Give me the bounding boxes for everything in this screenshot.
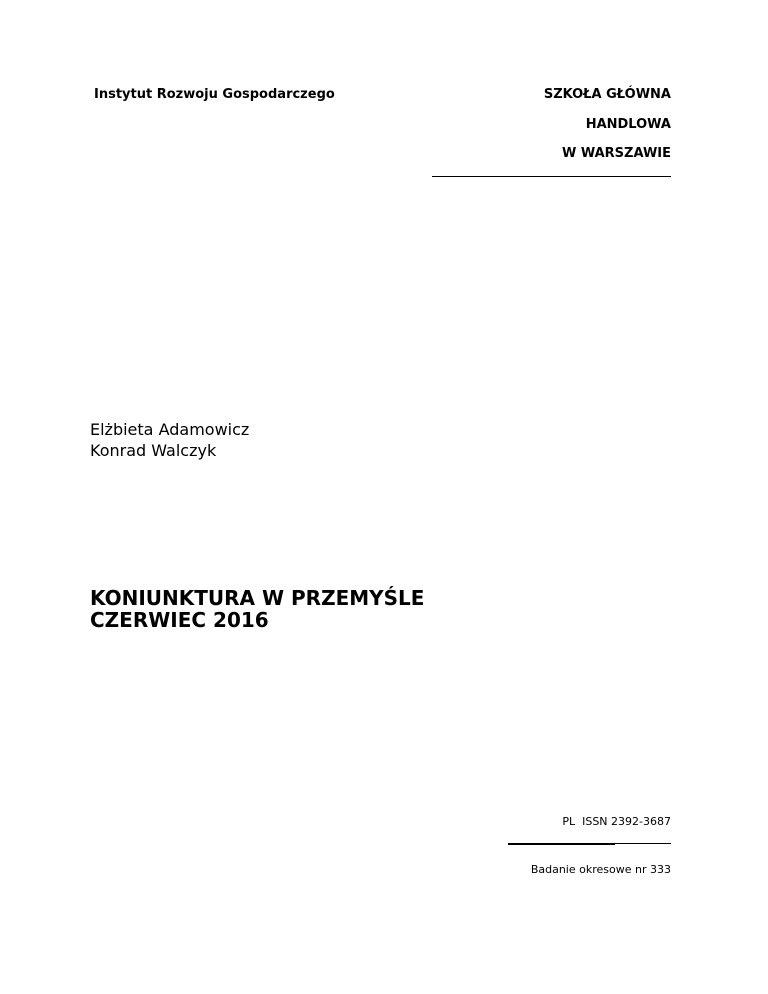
school-name-line-3: W WARSZAWIE	[561, 146, 671, 161]
school-divider	[432, 176, 671, 177]
footer-divider-thin	[615, 843, 671, 844]
school-name-line-1: SZKOŁA GŁÓWNA	[543, 87, 671, 102]
report-title-line-2: CZERWIEC 2016	[90, 608, 269, 632]
author-2: Konrad Walczyk	[90, 441, 217, 460]
institute-name: Instytut Rozwoju Gospodarczego	[94, 87, 335, 102]
periodic-study-number: Badanie okresowe nr 333	[530, 863, 671, 876]
footer-divider-thick	[508, 843, 615, 845]
school-name-line-2: HANDLOWA	[585, 117, 671, 132]
author-1: Elżbieta Adamowicz	[90, 420, 250, 439]
issn-number: PL ISSN 2392-3687	[562, 815, 671, 828]
report-title-line-1: KONIUNKTURA W PRZEMYŚLE	[90, 586, 425, 610]
